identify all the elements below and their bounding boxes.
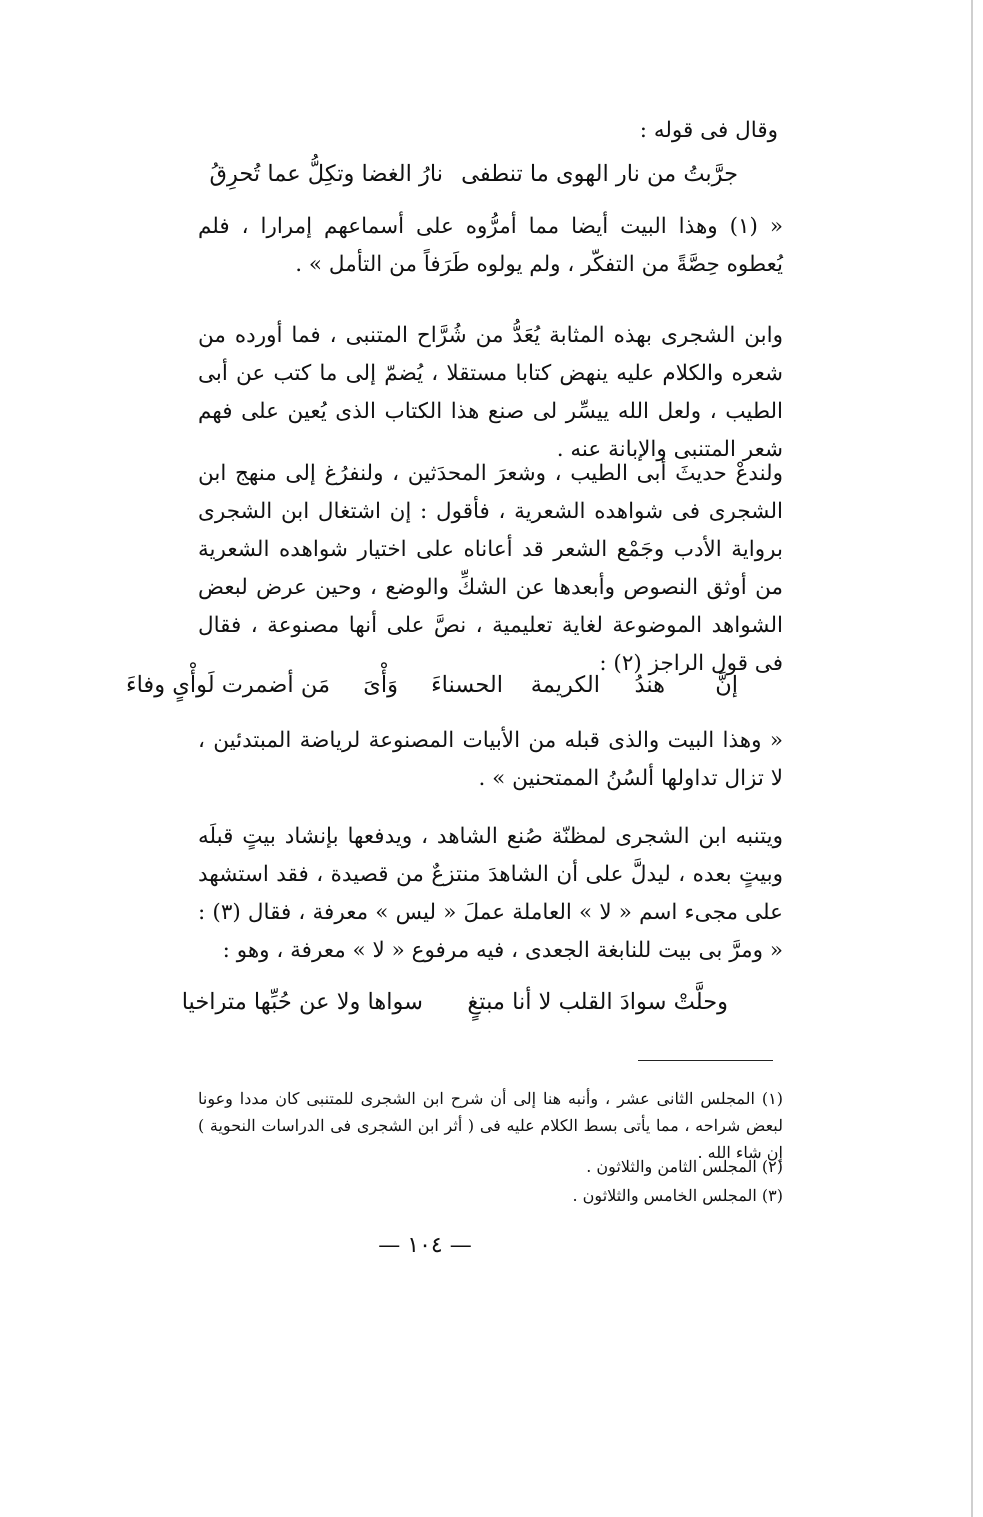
page-number: — ١٠٤ — [378, 1233, 472, 1258]
verse-2-word-5: وَأْىَ [363, 672, 398, 698]
verse-2-word-4: الحسناءَ [431, 672, 503, 698]
verse-2-word-6: مَن أضمرت لَوأْىٍ وفاءَ [126, 672, 330, 698]
footnote-1: (١) المجلس الثانى عشر ، وأنبه هنا إلى أن شرح ابن الشجرى للمتنبى كان مددا وعونا لبعض شراحه ، مما يأتى بسط الكلام عليه فى ( أثر ابن الشجرى فى الدراسات النحوية ) إن شاء الله . [198, 1089, 783, 1162]
verse-3-second-hemistich: سواها ولا عن حُبِّها متراخيا [181, 989, 423, 1015]
verse-2-word-2: هندُ [634, 672, 665, 698]
paragraph-3: ويتنبه ابن الشجرى لمظنّة صُنع الشاهد ، ويدفعها بإنشاد بيتٍ قبلَه وبيتٍ بعده ، ليدلَّ على أن الشاهدَ منتزعٌ من قصيدة ، فقد استشهد على مجىء اسم « لا » العاملة عملَ « ليس » معرفة ، فقال (٣) : « ومرَّ بى بيت للنابغة الجعدى ، فيه مرفوع « لا » معرفة ، وهو : [198, 824, 784, 963]
verse-1-first-hemistich: جرَّبتُ من نار الهوى ما تنطفى [461, 161, 738, 187]
scan-edge-line [971, 0, 973, 1517]
paragraph-1: وابن الشجرى بهذه المثابة يُعَدُّ من شُرَّاح المتنبى ، فما أورده من شعره والكلام عليه ينهض كتابا مستقلا ، يُضمّ إلى ما كتب عن أبى الطيب ، ولعل الله ييسِّر لى صنع هذا الكتاب الذى يُعين على فهم شعر المتنبى والإبانة عنه . [198, 323, 783, 462]
verse-2-word-3: الكريمة [530, 672, 600, 698]
footnote-2: (٢) المجلس الثامن والثلاثون . [586, 1157, 783, 1176]
intro-line: وقال فى قوله : [639, 118, 778, 143]
paragraph-2: ولندعْ حديثَ أبى الطيب ، وشعرَ المحدَثين ، ولنفرُغ إلى منهج ابن الشجرى فى شواهده الشعرية ، فأقول : إن اشتغال ابن الشجرى برواية الأدب وجَمْع الشعر قد أعاناه على اختيار شواهده الشعرية من أوثق النصوص وأبعدها عن الشكِّ والوضع ، وحين عرض لبعض الشواهد الموضوعة لغاية تعليمية ، نصَّ على أنها مصنوعة ، فقال فى قول الراجز (٢) : [198, 461, 783, 676]
quote-2: « وهذا البيت والذى قبله من الأبيات المصنوعة لرياضة المبتدئين ، لا تزال تداولها ألسُنُ الممتحنين » . [198, 728, 783, 791]
verse-1-second-hemistich: نارُ الغضا وتكِلُّ عما تُحرِقُ [209, 161, 443, 187]
verse-3-first-hemistich: وحلَّتْ سوادَ القلب لا أنا مبتغٍ [467, 989, 728, 1015]
quote-1: « (١) وهذا البيت أيضا مما أمرُّوه على أسماعهم إمرارا ، فلم يُعطوه حِصَّةً من التفكّر ، ولم يولوه طَرَفاً من التأمل » . [198, 214, 783, 277]
verse-2-word-1: إنَّ [715, 672, 738, 698]
footnote-3: (٣) المجلس الخامس والثلاثون . [572, 1186, 783, 1205]
footnote-separator [638, 1060, 773, 1061]
